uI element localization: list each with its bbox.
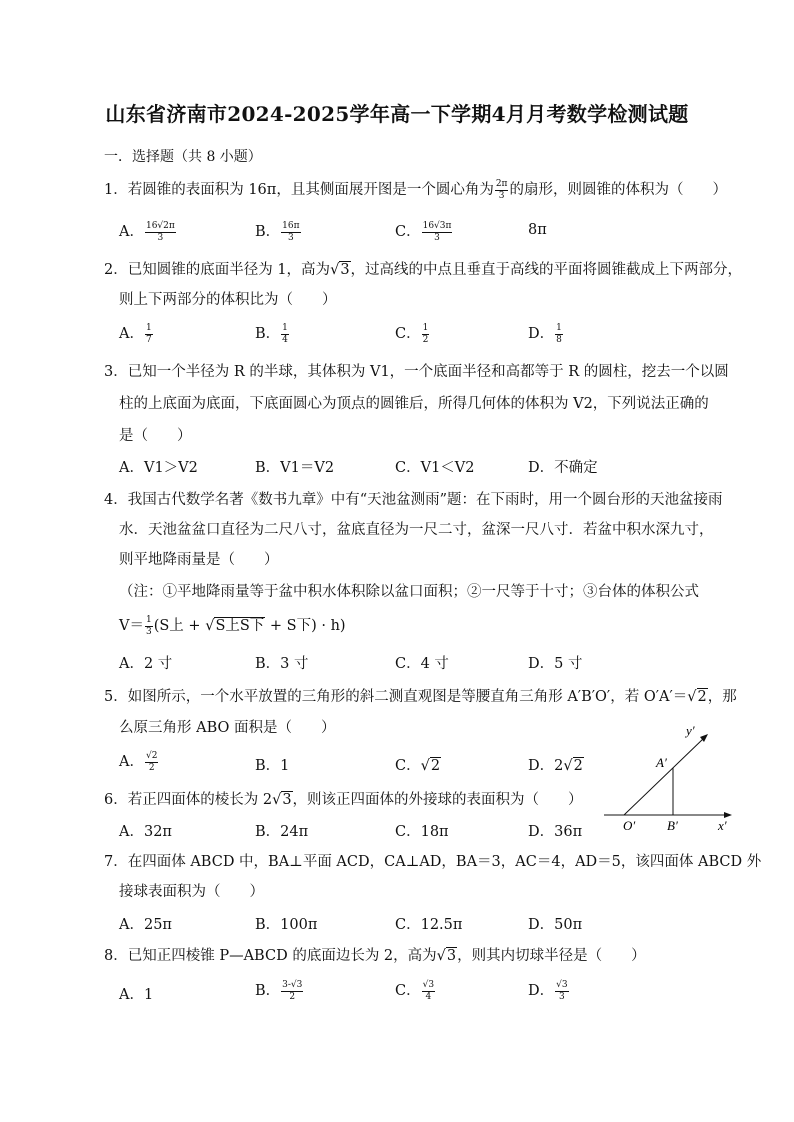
q7-option-d: D．50π xyxy=(528,917,583,933)
q1-option-b: B． $\frac{16\pi}{3}$ xyxy=(255,220,300,243)
q6-option-b: B．24π xyxy=(255,824,309,840)
q4-option-a: A．2 寸 xyxy=(119,656,173,672)
question-4-note: （注：①平地降雨量等于盆中积水体积除以盆口面积；②一尺等于十寸；③台体的体积公式 xyxy=(119,584,699,600)
q6-option-a: A．32π xyxy=(119,824,172,840)
q4-option-c: C．4 寸 xyxy=(395,656,449,672)
question-2-text: 2．已知圆锥的底面半径为 1，高为√3，过高线的中点且垂直于高线的平面将圆锥截成上下两部分， xyxy=(104,262,743,278)
q3-option-b: B．V1＝V2 xyxy=(255,460,335,476)
question-2-text-2: 则上下两部分的体积比为（ ） xyxy=(119,292,337,308)
question-7-text-2: 接球表面积为（ ） xyxy=(119,884,264,900)
q4-option-d: D．5 寸 xyxy=(528,656,583,672)
q5-option-a: A． $\frac{√2}{2}$ xyxy=(119,750,158,773)
q2-option-d: D． $\frac{1}{8}$ xyxy=(528,322,562,345)
question-6-text: 6．若正四面体的棱长为 2√3，则该正四面体的外接球的表面积为（ ） xyxy=(104,792,583,808)
o-prime-label: O′ xyxy=(623,818,636,833)
q3-option-d: D．不确定 xyxy=(528,460,598,476)
question-4-text: 4．我国古代数学名著《数书九章》中有“天池盆测雨”题：在下雨时，用一个圆台形的天池盆接雨 xyxy=(104,492,723,508)
q8-option-b: B． $\frac{3-√3}{2}$ xyxy=(255,979,303,1002)
question-7-text: 7．在四面体 ABCD 中，BA⊥平面 ACD，CA⊥AD，BA＝3，AC＝4，AD＝5，该四面体 ABCD 外 xyxy=(104,854,762,870)
question-4-text-3: 则平地降雨量是（ ） xyxy=(119,552,279,568)
q5-option-b: B．1 xyxy=(255,758,290,774)
page-title: 山东省济南市2024-2025学年高一下学期4月月考数学检测试题 xyxy=(105,102,689,126)
x-prime-label: x′ xyxy=(718,818,727,833)
question-3-text-2: 柱的上底面为底面，下底面圆心为顶点的圆锥后，所得几何体的体积为 V2，下列说法正确的 xyxy=(119,396,709,412)
question-3-text-3: 是（ ） xyxy=(119,428,192,444)
a-prime-label: A′ xyxy=(656,755,667,770)
q2-option-a: A． $\frac{1}{7}$ xyxy=(119,322,152,345)
frustum-volume-formula: V＝ $\frac{1}{3}$ (S上 + √S上S下 + S下) · h) xyxy=(119,614,346,637)
q5-option-c: C．√2 xyxy=(395,758,441,774)
section-heading: 一．选择题（共 8 小题） xyxy=(104,149,262,165)
q8-option-d: D． $\frac{√3}{3}$ xyxy=(528,979,568,1002)
b-prime-label: B′ xyxy=(667,818,678,833)
q2-option-b: B． $\frac{1}{4}$ xyxy=(255,322,288,345)
q3-option-a: A．V1＞V2 xyxy=(119,460,198,476)
sqrt: √3 xyxy=(330,262,350,278)
q6-option-c: C．18π xyxy=(395,824,449,840)
q1-option-c: C． $\frac{16√3\pi}{3}$ xyxy=(395,220,452,243)
q1-option-d: 8π xyxy=(528,222,547,238)
fraction: $\frac{2\pi}{3}$ xyxy=(495,178,508,201)
question-5-text: 5．如图所示，一个水平放置的三角形的斜二测直观图是等腰直角三角形 A′B′O′，若 O′A′＝√2，那 xyxy=(104,689,737,705)
q4-option-b: B．3 寸 xyxy=(255,656,309,672)
q2-option-c: C． $\frac{1}{2}$ xyxy=(395,322,429,345)
question-5-text-2: 么原三角形 ABO 面积是（ ） xyxy=(119,720,336,736)
question-8-text: 8．已知正四棱锥 P—ABCD 的底面边长为 2，高为√3，则其内切球半径是（ ） xyxy=(104,948,646,964)
q7-option-c: C．12.5π xyxy=(395,917,463,933)
y-prime-label: y′ xyxy=(686,723,695,738)
q5-option-d: D．2√2 xyxy=(528,758,583,774)
q7-option-a: A．25π xyxy=(119,917,172,933)
oblique-projection-figure xyxy=(598,718,738,840)
question-1-text: 1．若圆锥的表面积为 16π，且其侧面展开图是一个圆心角为 $\frac{2\pi}{3}$ 的扇形，则圆锥的体积为（ ） xyxy=(104,178,727,201)
question-4-text-2: 水．天池盆盆口直径为二尺八寸，盆底直径为一尺二寸，盆深一尺八寸．若盆中积水深九寸， xyxy=(119,522,714,538)
q3-option-c: C．V1＜V2 xyxy=(395,460,475,476)
q1-option-a: A． $\frac{16√2\pi}{3}$ xyxy=(119,220,175,243)
y-axis xyxy=(624,738,704,815)
q8-option-a: A．1 xyxy=(119,987,154,1003)
q7-option-b: B．100π xyxy=(255,917,318,933)
q8-option-c: C． $\frac{√3}{4}$ xyxy=(395,979,435,1002)
q6-option-d: D．36π xyxy=(528,824,583,840)
question-3-text: 3．已知一个半径为 R 的半球，其体积为 V1，一个底面半径和高都等于 R 的圆柱，挖去一个以圆 xyxy=(104,364,729,380)
